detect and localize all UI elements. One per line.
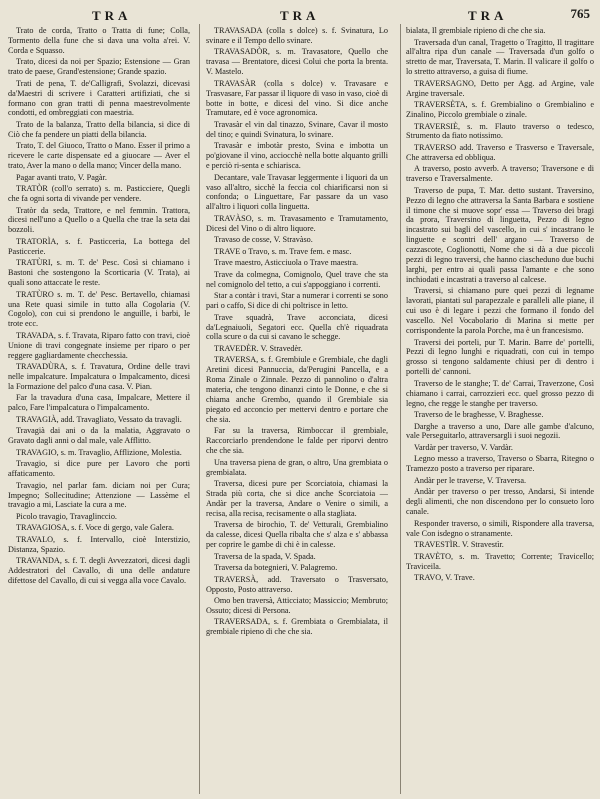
dictionary-entry: Travagià dai ani o da la malatia, Aggravato o Gravato dagli anni o dal male, vale Afflitto. [8, 426, 190, 446]
dictionary-entry: TRAVERSO add. Traverso e Trasverso e Traversale, Che attraversa ed obbliqua. [406, 142, 594, 162]
dictionary-entry: Traverso de le stanghe; T. de' Carrai, Traverzone, Così chiamano i carrai, carrozzieri ecc. quel grosso pezzo di legno, che regge le stanghe per traverso. [406, 378, 594, 408]
dictionary-entry: Trato, T. del Giuoco, Tratto o Mano. Esser il primo a ricevere le carte dispensate ed a giuocare — Aver el trato, Aver la mano o della mano; Vincer della mano. [8, 141, 190, 171]
running-head-left: TRA [92, 8, 132, 23]
dictionary-entry: Traverso de le braghesse, V. Braghesse. [414, 410, 544, 420]
dictionary-entry: TRAVANDA, s. f. T. degli Avvezzatori, dicesi dagli Addestratori del Cavallo, di una delle andature difettose del Cavallo, di cui si vegga alla voce Cavalo. [8, 556, 190, 586]
dictionary-entry: TRAVALO, s. f. Intervallo, cioè Interstizio, Distanza, Spazio. [8, 534, 190, 554]
dictionary-entry: Tratòr da seda, Trattore, e nel femmin. Trattora, dicesi nell'uno a Quello o a Quella che trae la seta dai bozzoli. [8, 205, 190, 235]
dictionary-entry: Travasàr el vin dal tinazzo, Svinare, Cavar il mosto del tino; e quindi Svinatura, lo svinare. [206, 119, 388, 139]
dictionary-entry: Una traversa piena de gran, o altro, Una grembiata o grembialata. [206, 457, 388, 477]
column-rule [400, 24, 401, 794]
dictionary-entry: TRAVERSÀ, add. Traversato o Trasversato, Opposto, Posto attraverso. [206, 574, 388, 594]
dictionary-entry: Picolo travagio, Travaglinccio. [16, 511, 117, 521]
dictionary-entry: TRAVASADA (colla s dolce) s. f. Svinatura, Lo svinare e il Tempo dello svinare. [206, 26, 388, 45]
dictionary-entry: Trave squadrà, Trave acconciata, dicesi da'Legnaiuoli, Segatori ecc. Quella ch'è riquadrata colla scure o da cui si cavano le schegge. [206, 312, 388, 342]
dictionary-entry: TRATÙRO s. m. T. de' Pesc. Bertavello, chiamasi una Rete quasi simile in tutto alla Cogolaria (V. Cogolo), con cui si prendono le anguille, i barbi, le trote ecc. [8, 289, 190, 329]
column-1 [8, 26, 190, 794]
dictionary-entry: Traversi, si chiamano pure quei pezzi di legname lavorati, piantati sul parapezzale e paralleli alle piane, il cui uso è di legare i pezzi che formano il fondo del vascello. Nel Vocabolario di Marina si mette per corrispondente la parola Porche, ma è un francesismo. [406, 286, 594, 336]
dictionary-entry: Far la travadura d'una casa, Impalcare, Mettere il palco, Fare l'impalcatura o l'impalcamento. [8, 393, 190, 413]
column-rule [199, 24, 200, 794]
dictionary-entry: TRATÒR (coll'o serrato) s. m. Pasticciere, Quegli che fa ogni sorta di vivande per vendere. [8, 184, 190, 204]
dictionary-entry: Decantare, vale Travasar leggermente i liquori da un vaso all'altro, sicchè la feccia col chiarificarsi non si confonda; o Linguettare, Far passare da un vaso all'altro i liquori colla linguetta. [206, 172, 388, 212]
dictionary-entry: Trato de la balanza, Tratto della bilancia, si dice di Ciò che fa pendere un piatti della bilancia. [8, 119, 190, 139]
dictionary-entry: Far su la traversa, Rimboccar il grembiale, Raccorciarlo prendendone le falde per riporvi dentro che che sia. [206, 426, 388, 456]
dictionary-entry: TRAVAGIÀ, add. Travagliato, Vessato da travagli. [16, 414, 182, 424]
dictionary-entry: TRAVERSÈTA, s. f. Grembialino o Grembialino e Zinalino, Piccolo grembiale o zinale. [406, 100, 594, 120]
dictionary-entry: Trati de pena, T. de'Calligrafi, Svolazzi, dicevasi da'Maestri di scrivere i Caratteri artifiziati, che si formano con gran tratti di penna maestrevolmente condotti, ed ombreggiati con maestria. [8, 78, 190, 118]
dictionary-entry: Trave da colmegna, Comignolo, Quel trave che sta nel comignolo del tetto, a cui s'appoggiano i correnti. [206, 269, 388, 289]
dictionary-entry: TRAVÀSO, s. m. Travasamento e Tramutamento, Dicesi del Vino o di altro liquore. [206, 213, 388, 233]
dictionary-entry: Traversada d'un canal, Tragetto o Tragitto, Il tragittare all'altra ripa d'un canale — Traversada d'un golfo o stretto de mar, Traversata, T. Marin. Il valicare il golfo o lo stretto attraverso, a guisa di fiume. [406, 37, 594, 77]
dictionary-entry: TRAVERSAGNO, Detto per Agg. ad Argine, vale Argine traversale. [406, 78, 594, 98]
dictionary-entry: TRAVESTÌR. V. Stravestìr. [414, 540, 504, 550]
dictionary-entry: Andàr per traverso o per tresso, Andarsi, Si intende degli alimenti, che non discendono per lo consueto loro canale. [406, 487, 594, 517]
dictionary-entry: Pagar avanti trato, V. Pagàr. [16, 172, 107, 182]
dictionary-entry: Traversa da botegnieri, V. Palagremo. [214, 563, 338, 573]
dictionary-entry: A traverso, posto avverb. A traverso; Traversone e di traverso e Traversalmente. [406, 164, 594, 184]
dictionary-entry: Traversa de la spada, V. Spada. [214, 551, 316, 561]
page-number: 765 [570, 6, 590, 21]
dictionary-entry: TRAVEDÈR. V. Stravedèr. [214, 343, 303, 353]
dictionary-entry: TRAVADÙRA, s. f. Travatura, Ordine delle travi nelle impalcature. Impalcatura o Impalcamento, dicesi la Formazione del palco d'una casa. V. Pian. [8, 362, 190, 391]
dictionary-entry: Darghe a traverso a uno, Dare alle gambe d'alcuno, vale Perseguitarlo, attraversargli i suoi negozii. [406, 421, 594, 441]
column-2 [206, 26, 388, 794]
dictionary-entry: TRAVASÀR (colla s dolce) v. Travasare e Trasvasare, Far passar il liquore di vaso in vaso, cioè di botte in botte, e dicesi del vino. Si dice anche Tramutare, ed è voce agronomica. [206, 78, 388, 118]
dictionary-entry: bialata, Il grembiale ripieno di che che sia. [406, 26, 546, 35]
dictionary-entry: Traversa de birochio, T. de' Vetturali, Grembialino da calesse, dicesi Quella ribalta che s' alza e s' abbassa per coprire le gambe di chi è in calesse. [206, 520, 388, 550]
dictionary-entry: Trato de corda, Tratto o Tratta di fune; Colla, Tormento della fune che si dava una volta a'rei. V. Corda e Squasso. [8, 26, 190, 55]
dictionary-entry: Andàr per le traverse, V. Traversa. [414, 475, 527, 485]
dictionary-entry: TRAVAGIOSA, s. f. Voce di gergo, vale Galera. [16, 523, 174, 533]
dictionary-entry: TRAVERSA, s. f. Grembiule e Grembiale, che dagli Aretini dicesi Pannuccia, da'Perugini Pancella, e a Roma Zinale o Zinnale. Pezzo di pannolino o d'altra materia, che tengono dinanzi cinto le Donne, e che si chiama anche Grembo, quando il Grembiale sia piegato ed acconcio per mettervi dentro e portare che che sia. [206, 355, 388, 424]
dictionary-entry: TRAVE o Travo, s. m. Trave fem. e masc. [214, 246, 352, 256]
running-head-center: TRA [280, 8, 320, 23]
dictionary-entry: Traverso de pupa, T. Mar. detto sustant. Traversino, Pezzo di legno che attraversa la Santa Barbara e sostiene il timone che si muove sopr' essa — Traverso dei bragi da prora, Traversino di linguetta, Pezzo di legno incastrato sui bagli del vascello, in cui s' incastrano le linguette e scontri dell' argano — Traverso de cazzascote, Coglionotti, Nome che si dà a due piccoli pezzi di legno traversi, che hanno ciascheduno due buchi larghi, per entro ai quali passa l'amante e che sono inchiodati e incastrati a traverso al calcese. [406, 185, 594, 284]
dictionary-entry: Trave maestro, Asticciuola o Trave maestra. [214, 258, 359, 268]
dictionary-entry: Travagio, si dice pure per Lavoro che porti affaticamento. [8, 459, 190, 479]
dictionary-entry: Travagio, nel parlar fam. diciam noi per Cura; Impegno; Sollecitudine; Attenzione — Lassème el travagio a mi, Lasciate la cura a me. [8, 480, 190, 510]
dictionary-entry: TRAVÈTO, s. m. Travetto; Corrente; Travicello; Traviceila. [406, 551, 594, 571]
dictionary-entry: TRAVADA, s. f. Travata, Riparo fatto con travi, cioè Unione di travi congegnate insieme per riparo o per reggere gagliardamente checchessia. [8, 330, 190, 360]
dictionary-entry: Traversa, dicesi pure per Scorciatoia, chiamasi la Strada più corta, che si dice anche Scorciatoia — Andàr per la traversa, Andare o Venire o simili, a recisa, alla recisa, recisamente o alla stagliata. [206, 479, 388, 518]
dictionary-entry: TRAVERSADA, s. f. Grembiata o Grembialata, il grembiale ripieno di che che sia. [206, 617, 388, 637]
dictionary-entry: TRAVASADÒR, s. m. Travasatore, Quello che travasa — Brentatore, dicesi Colui che porta la brenta. V. Mastelo. [206, 47, 388, 77]
dictionary-entry: Omo ben traversà, Atticciato; Massiccio; Membruto; Ossuto; dicesi di Persona. [206, 596, 388, 615]
column-3 [406, 26, 594, 794]
dictionary-entry: Travaso de cosse, V. Stravàso. [214, 235, 313, 245]
dictionary-entry: Travasàr e imbotàr presto, Svina e imbotta un po'giovane il vino, acciocchè nella botte alquanto grilli e perciò ri-senta e schiarisca. [206, 141, 388, 171]
dictionary-entry: Responder traverso, o simili, Rispondere alla traversa, vale Con isdegno o stranamente. [406, 518, 594, 538]
dictionary-entry: Traversi dei porteli, pur T. Marin. Barre de' portelli, Pezzi di legno lunghi e riquadrati, con cui in tempo grosso si tengono saldamente chiusi per di dentro i portelli de' cannoni. [406, 337, 594, 377]
dictionary-entry: TRAVERSIÈ, s. m. Flauto traverso o tedesco, Strumento da fiato notissimo. [406, 121, 594, 141]
dictionary-entry: TRAVAGIO, s. m. Travaglio, Afflizione, Molestia. [16, 447, 182, 457]
running-head-right: TRA [468, 8, 508, 23]
dictionary-entry: TRATÙRI, s. m. T. de' Pesc. Così si chiamano i Bastoni che sostengono la Scorticaria (V. Trata), ai quali sono attaccate le reste. [8, 258, 190, 288]
dictionary-entry: Star a contàr i travi, Star a numerar i correnti se sono pari o caffo, Si dice di chi poltrisce in letto. [206, 291, 388, 311]
dictionary-entry: Vardàr per traverso, V. Vardàr. [414, 442, 513, 452]
dictionary-entry: TRATORÌA, s. f. Pasticceria, La bottega del Pasticcerie. [8, 236, 190, 256]
dictionary-entry: TRAVO, V. Trave. [414, 573, 475, 582]
dictionary-entry: Legno messo a traverso, Traverso o Sbarra, Ritegno o Tramezzo posto a traverso per riparare. [406, 454, 594, 474]
dictionary-entry: Trato, dicesi da noi per Spazio; Estensione — Gran trato de paese, Grand'estensione; Grande spazio. [8, 57, 190, 77]
